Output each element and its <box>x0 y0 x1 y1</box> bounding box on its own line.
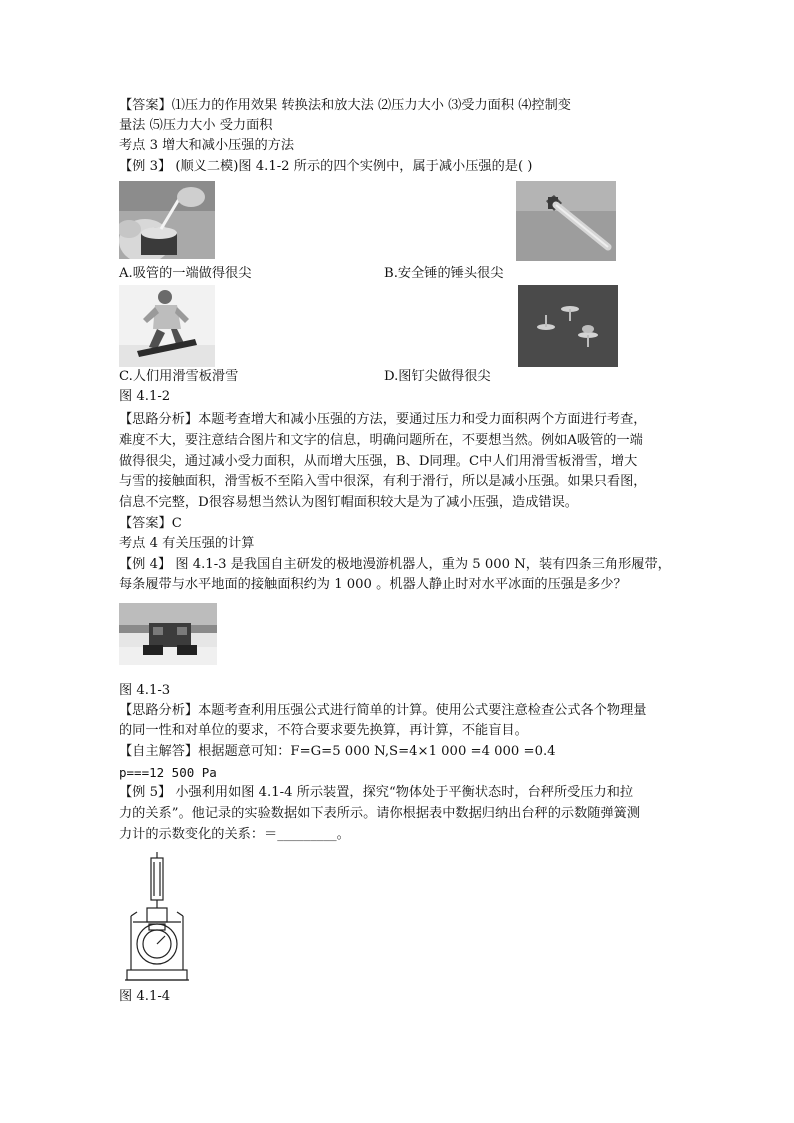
analysis-3-line-3: 做得很尖，通过减小受力面积，从而增大压强，B、D同理。C中人们用滑雪板滑雪，增大 <box>119 454 638 469</box>
analysis-3-line-2: 难度不大，要注意结合图片和文字的信息，明确问题所在，不要想当然。例如A吸管的一端 <box>119 433 643 448</box>
answer-1-line-2: 量法 ⑸压力大小 受力面积 <box>119 118 273 133</box>
photo-straw <box>119 181 215 259</box>
option-c: C.人们用滑雪板滑雪 <box>119 369 239 384</box>
photo-polar-robot <box>119 603 217 665</box>
photo-safety-hammer <box>516 181 616 261</box>
solution-4-line-2: p===12 500 Pa <box>119 765 217 780</box>
kaodian-4-title: 考点 4 有关压强的计算 <box>119 536 255 551</box>
option-b: B.安全锤的锤头很尖 <box>384 266 504 281</box>
example-5-stem-line-2: 力的关系”。他记录的实验数据如下表所示。请你根据表中数据归纳出台秤的示数随弹簧测 <box>119 806 641 821</box>
analysis-4-line-1: 【思路分析】本题考查利用压强公式进行简单的计算。使用公式要注意检查公式各个物理量 <box>119 703 647 718</box>
diagram-spring-scale-apparatus <box>119 852 195 982</box>
figure-4-1-2-caption: 图 4.1-2 <box>119 389 171 404</box>
analysis-3-line-5: 信息不完整，D很容易想当然认为图钉帽面积较大是为了减小压强，造成错误。 <box>119 495 578 510</box>
analysis-3-line-1: 【思路分析】本题考查增大和减小压强的方法，要通过压力和受力面积两个方面进行考查， <box>119 412 647 427</box>
answer-3: 【答案】C <box>119 516 182 531</box>
example-3-stem: 【例 3】 (顺义二模)图 4.1-2 所示的四个实例中，属于减小压强的是( ) <box>119 159 533 174</box>
example-5-stem-line-3: 力计的示数变化的关系：＝_________。 <box>119 827 350 842</box>
kaodian-3-title: 考点 3 增大和减小压强的方法 <box>119 138 295 153</box>
figure-4-1-3-caption: 图 4.1-3 <box>119 683 171 698</box>
photo-thumbtacks <box>518 285 618 367</box>
option-d: D.图钉尖做得很尖 <box>384 369 491 384</box>
photo-snowboarder <box>119 285 215 367</box>
analysis-4-line-2: 的同一性和对单位的要求，不符合要求要先换算，再计算，不能盲目。 <box>119 723 528 738</box>
analysis-3-line-4: 与雪的接触面积，滑雪板不至陷入雪中很深，有利于滑行，所以是减小压强。如果只看图， <box>119 474 647 489</box>
figure-4-1-4-caption: 图 4.1-4 <box>119 989 171 1004</box>
example-5-stem-line-1: 【例 5】 小强利用如图 4.1-4 所示装置，探究“物体处于平衡状态时，台秤所受压力和拉 <box>119 785 634 800</box>
solution-4-line-1: 【自主解答】根据题意可知：F=G=5 000 N,S=4×1 000 =4 000 =0.4 <box>119 744 556 759</box>
example-4-stem-line-1: 【例 4】 图 4.1-3 是我国自主研发的极地漫游机器人，重为 5 000 N，装有四条三角形履带， <box>119 557 671 572</box>
answer-1-line-1: 【答案】⑴压力的作用效果 转换法和放大法 ⑵压力大小 ⑶受力面积 ⑷控制变 <box>119 98 571 113</box>
example-4-stem-line-2: 每条履带与水平地面的接触面积约为 1 000 。机器人静止时对水平冰面的压强是多少？ <box>119 577 627 592</box>
option-a: A.吸管的一端做得很尖 <box>119 266 252 281</box>
